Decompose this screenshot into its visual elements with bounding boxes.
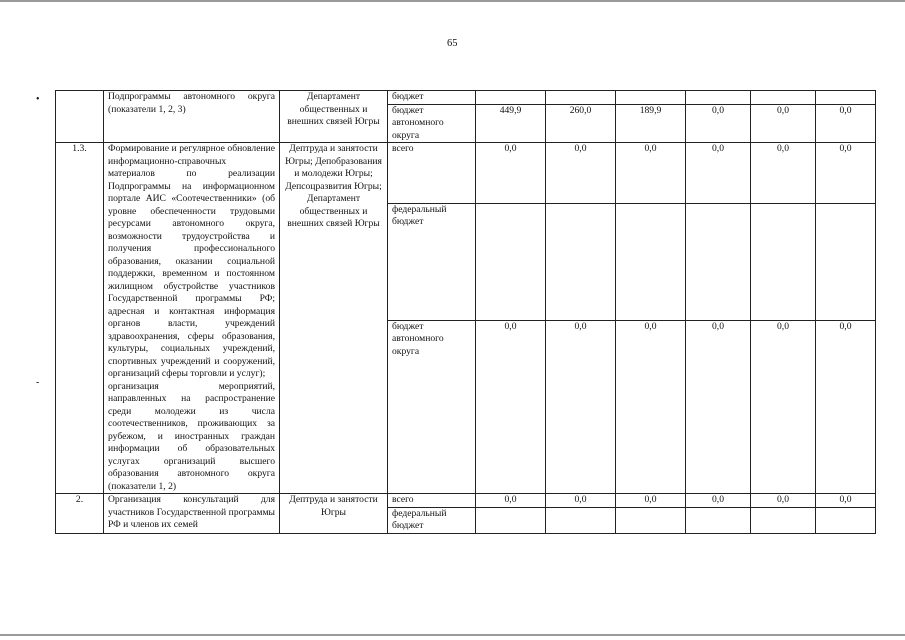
funding-value: 0,0 <box>816 104 876 143</box>
description-paragraph: организация мероприятий, направленных на распространение среди молодежи из числа соотечественников, проживающих за рубежом, и иностранных граждан информации об образовательных услугах организаций высшего образования автономного округа (показатели 1, 2) <box>108 380 275 492</box>
funding-value: 0,0 <box>476 494 546 508</box>
funding-value: 0,0 <box>686 104 751 143</box>
funding-value <box>476 91 546 105</box>
funding-value: 0,0 <box>616 494 686 508</box>
description-paragraph: Формирование и регулярное обновление информационно-справочных материалов по реализации Подпрограммы на информационном портале АИС «Соотечественники» (об уровне обеспеченности трудовыми ресурсами автономного округа, возможности трудоустройства и получения профессионального образования, оказании социальной поддержки, временном и постоянном жилищном обустройстве участников Государственной программы РФ; адресная и контактная информация органов власти, учреждений здравоохранения, сферы образования, культуры, социальных учреждений, спортивных учреждений и сооружений, организаций сферы торговли и услуг); <box>108 143 275 379</box>
funding-source: всего <box>388 494 476 508</box>
funding-value <box>751 507 816 533</box>
funding-value: 449,9 <box>476 104 546 143</box>
page-number: 65 <box>447 38 458 49</box>
scan-edge-top <box>0 0 905 2</box>
responsible-executor: Департамент общественных и внешних связей Югры <box>280 91 388 143</box>
funding-value: 0,0 <box>751 143 816 204</box>
activity-description <box>104 143 280 494</box>
funding-value: 0,0 <box>476 143 546 204</box>
funding-value: 0,0 <box>751 494 816 508</box>
funding-value <box>546 91 616 105</box>
funding-value: 0,0 <box>546 320 616 493</box>
funding-value: 0,0 <box>686 143 751 204</box>
funding-value <box>476 203 546 320</box>
table-row <box>56 143 876 204</box>
responsible-executor: Дептруда и занятости Югры <box>280 494 388 534</box>
funding-value <box>816 91 876 105</box>
funding-value <box>816 507 876 533</box>
activity-description <box>104 91 280 143</box>
funding-source: федеральный бюджет <box>388 507 476 533</box>
responsible-executor: Дептруда и занятости Югры; Депобразования и молодежи Югры; Депсоцразвития Югры; Департамент общественных и внешних связей Югры <box>280 143 388 494</box>
funding-value: 0,0 <box>751 104 816 143</box>
funding-value: 0,0 <box>616 320 686 493</box>
funding-value <box>616 91 686 105</box>
funding-value: 0,0 <box>686 320 751 493</box>
funding-value <box>686 91 751 105</box>
table-row <box>56 494 876 508</box>
funding-value <box>546 203 616 320</box>
funding-source: бюджет автономного округа <box>388 320 476 493</box>
margin-mark: - <box>36 377 40 388</box>
funding-value: 0,0 <box>546 143 616 204</box>
activity-description <box>104 494 280 534</box>
program-funding-table <box>55 90 876 534</box>
funding-value <box>686 507 751 533</box>
funding-value <box>686 203 751 320</box>
description-paragraph: Подпрограммы автономного округа (показатели 1, 2, 3) <box>108 91 275 115</box>
funding-value: 0,0 <box>816 320 876 493</box>
funding-source: бюджет <box>388 91 476 105</box>
funding-source: федеральный бюджет <box>388 203 476 320</box>
funding-value: 0,0 <box>816 494 876 508</box>
funding-value <box>751 91 816 105</box>
funding-value: 189,9 <box>616 104 686 143</box>
funding-value: 260,0 <box>546 104 616 143</box>
funding-value <box>616 203 686 320</box>
funding-source: всего <box>388 143 476 204</box>
funding-value <box>751 203 816 320</box>
description-paragraph: Организация консультаций для участников Государственной программы РФ и членов их семей <box>108 494 275 530</box>
margin-mark: • <box>36 94 40 105</box>
funding-value: 0,0 <box>476 320 546 493</box>
row-number <box>56 91 104 143</box>
funding-value: 0,0 <box>686 494 751 508</box>
funding-value: 0,0 <box>816 143 876 204</box>
scan-edge-bottom <box>0 634 905 636</box>
funding-value <box>616 507 686 533</box>
funding-value <box>816 203 876 320</box>
funding-value <box>546 507 616 533</box>
funding-source: бюджет автономного округа <box>388 104 476 143</box>
funding-value: 0,0 <box>546 494 616 508</box>
funding-value <box>476 507 546 533</box>
row-number: 2. <box>56 494 104 534</box>
funding-value: 0,0 <box>616 143 686 204</box>
row-number: 1.3. <box>56 143 104 494</box>
funding-value: 0,0 <box>751 320 816 493</box>
table-row <box>56 91 876 105</box>
